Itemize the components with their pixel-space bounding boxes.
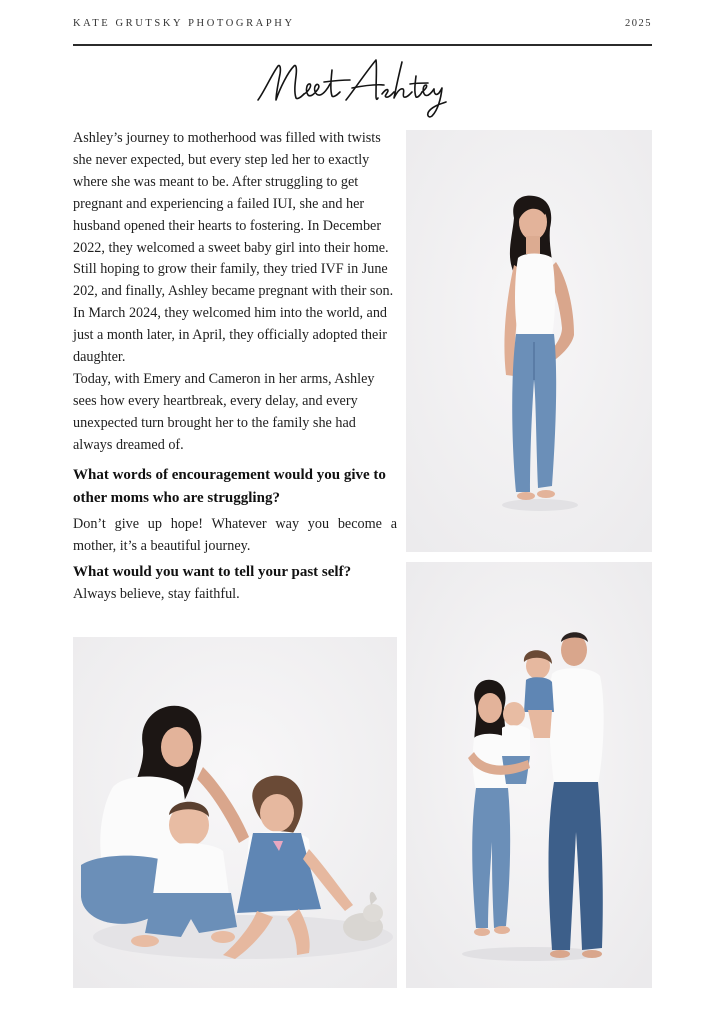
article-text [73,128,397,606]
story-paragraph-1: Ashley’s journey to motherhood was filled with twists she never expected, but every step led her to exactly where she was meant to be. After struggling to get pregnant and experiencing a failed IUI, she and her husband opened their hearts to fostering. In December 2022, they welcomed a sweet baby girl into their home. [73,130,389,256]
title-script-lettering [250,52,450,122]
answer-2: Always believe, stay faithful. [73,586,240,603]
photo-family-standing [406,562,652,988]
page-header [73,14,652,32]
question-1: What words of encouragement would you give to other moms who are struggling? [73,466,386,506]
photo-ashley-standing [406,130,652,552]
header-divider [73,44,652,46]
story-paragraph-3: Today, with Emery and Cameron in her arms, Ashley sees how every heartbreak, every delay, and every unexpected turn brought her to the family she had always dreamed of. [73,370,375,453]
story-paragraph-2: Still hoping to grow their family, they tried IVF in June 202, and finally, Ashley became pregnant with their son. In March 2024, they welcomed him into the world, and just a month later, in April, they officially adopted their daughter. [73,261,394,366]
brand-name: KATE GRUTSKY PHOTOGRAPHY [73,17,295,29]
header-year: 2025 [625,17,652,29]
photo-family-sitting [73,637,397,988]
answer-1: Don’t give up hope! Whatever way you become a mother, it’s a beautiful journey. [73,515,397,554]
question-2: What would you want to tell your past self? [73,564,352,581]
page-title [250,52,450,122]
